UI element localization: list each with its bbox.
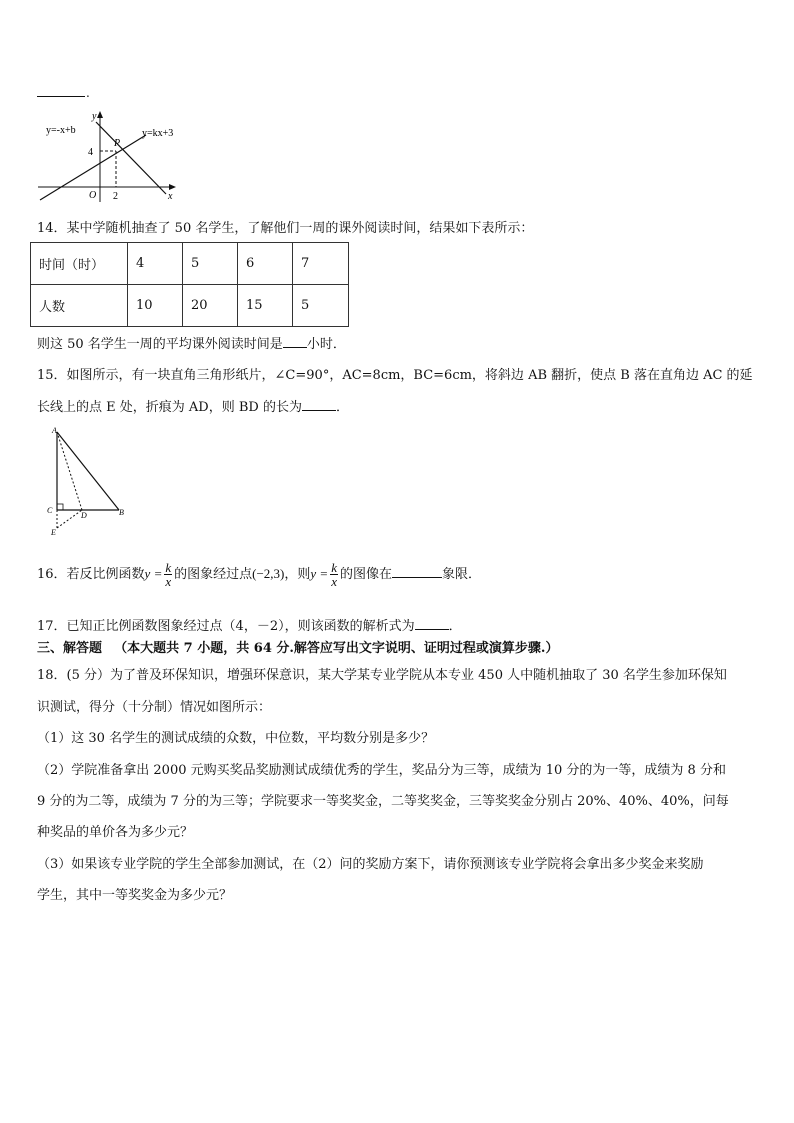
figure-q15-triangle <box>44 424 134 538</box>
label-e: E <box>51 528 56 537</box>
q16-line: 16．若反比例函数y = $\frac{k}{x}$ 的图象经过点(−2,3)，则y = $\frac{k}{x}$ 的图像在 象限． <box>37 560 482 589</box>
label-y-value: 4 <box>88 147 93 158</box>
table-row <box>31 285 349 327</box>
q17-answer-blank <box>415 615 449 630</box>
q13-tail: . <box>86 86 90 100</box>
label-b: B <box>119 508 124 517</box>
q15-line2: 长线上的点 E 处，折痕为 AD，则 BD 的长为 ． <box>37 396 349 418</box>
label-x-axis: x <box>168 191 173 202</box>
q16-answer-blank <box>392 563 442 578</box>
q18-part2-line3: 种奖品的单价各为多少元？ <box>37 825 194 840</box>
fraction-k-over-x: $\frac{k}{x}$ <box>331 560 337 589</box>
table-cell: 5 <box>183 243 238 285</box>
q15-line1: 15．如图所示，有一块直角三角形纸片，∠C=90°，AC=8cm，BC=6cm，将斜边 AB 翻折，使点 B 落在直角边 AC 的延 <box>37 368 753 383</box>
figure-q13-graph <box>36 108 186 204</box>
table-cell: 10 <box>128 285 183 327</box>
table-cell: 时间（时） <box>31 243 128 285</box>
label-right-line: y=kx+3 <box>142 128 174 139</box>
q14-answer-blank <box>283 333 307 348</box>
q18-part1: （1）这 30 名学生的测试成绩的众数，中位数，平均数分别是多少？ <box>37 731 435 746</box>
q18-part2-line1: （2）学院准备拿出 2000 元购买奖品奖励测试成绩优秀的学生，奖品分为三等，成绩为 10 分的为一等，成绩为 8 分和 <box>37 763 726 778</box>
label-c: C <box>47 506 53 515</box>
table-cell: 6 <box>238 243 293 285</box>
q14-question: 则这 50 名学生一周的平均课外阅读时间是 小时． <box>37 333 346 355</box>
table-cell: 15 <box>238 285 293 327</box>
table-cell: 20 <box>183 285 238 327</box>
table-cell: 人数 <box>31 285 128 327</box>
q13-answer-blank <box>37 96 85 97</box>
q18-part2-line2: 9 分的为二等，成绩为 7 分的为三等；学院要求一等奖奖金，二等奖奖金，三等奖奖金分别占 20%、40%、40%，问每 <box>37 794 729 809</box>
fraction-k-over-x: $\frac{k}{x}$ <box>165 560 172 589</box>
table-row <box>31 243 349 285</box>
q18-part3-line2: 学生，其中一等奖奖金为多少元？ <box>37 888 233 903</box>
q17-line: 17．已知正比例函数图象经过点（4，－2），则该函数的解析式为 ． <box>37 615 462 637</box>
label-origin: O <box>89 190 97 201</box>
label-point-p: P <box>114 138 121 149</box>
table-cell: 5 <box>293 285 349 327</box>
q18-intro-line1: 18．(5 分）为了普及环保知识，增强环保意识，某大学某专业学院从本专业 450 人中随机抽取了 30 名学生参加环保知 <box>37 668 727 683</box>
table-cell: 7 <box>293 243 349 285</box>
label-x-value: 2 <box>113 191 118 202</box>
label-d: D <box>81 511 87 520</box>
label-left-line: y=-x+b <box>46 125 76 136</box>
q14-stem: 14．某中学随机抽查了 50 名学生，了解他们一周的课外阅读时间，结果如下表所示： <box>37 221 534 236</box>
q14-frequency-table <box>30 242 349 327</box>
label-y-axis: y <box>92 111 97 122</box>
q15-answer-blank <box>302 396 336 411</box>
q18-part3-line1: （3）如果该专业学院的学生全部参加测试，在（2）问的奖励方案下，请你预测该专业学院将会拿出多少奖金来奖励 <box>37 857 704 872</box>
q18-intro-line2: 识测试，得分（十分制）情况如图所示： <box>37 700 272 715</box>
label-a: A <box>52 426 57 435</box>
section-heading: 三、解答题 （本大题共 7 小题，共 64 分.解答应写出文字说明、证明过程或演算步骤.） <box>37 641 559 656</box>
table-cell: 4 <box>128 243 183 285</box>
